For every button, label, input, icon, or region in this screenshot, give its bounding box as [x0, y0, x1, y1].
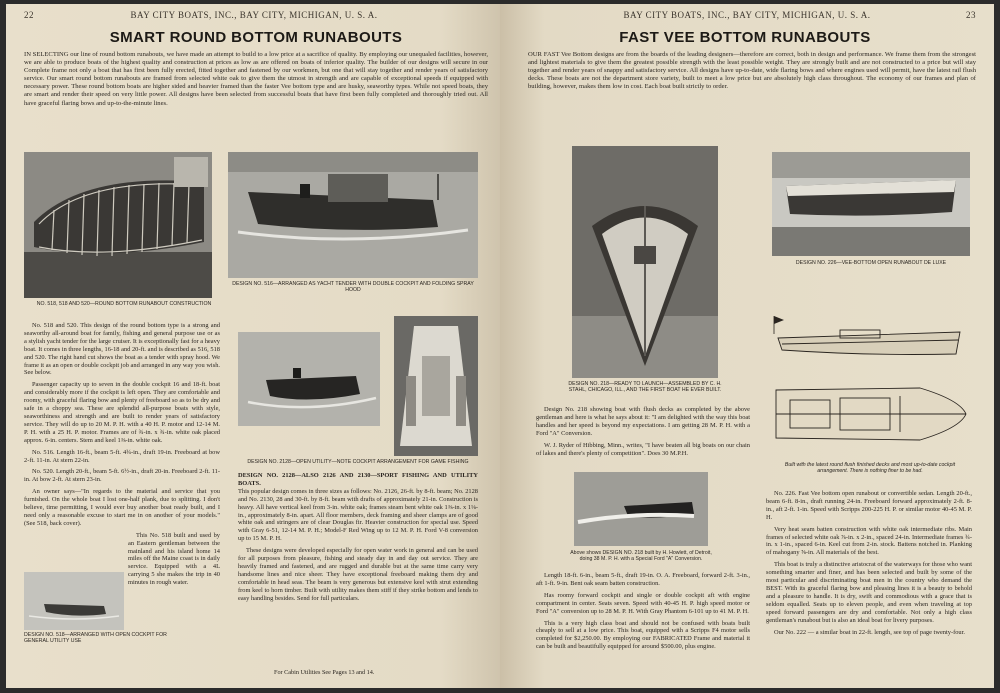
- page-number: 23: [966, 10, 976, 20]
- right-running-head: [514, 10, 976, 24]
- left-page: [6, 4, 500, 688]
- page-title: SMART ROUND BOTTOM RUNABOUTS: [109, 29, 403, 46]
- frame-caption: NO. 518, 518 AND 520—ROUND BOTTOM RUNABOUT CONSTRUCTION: [36, 301, 212, 307]
- design-218-speed-photo: [574, 472, 708, 546]
- ready-to-launch-drawing: [572, 146, 718, 378]
- paragraph-218-cockpit: Has roomy forward cockpit and single or double cockpit aft with engine compartment in center. Seats seven. Speed with 40-45 H. P. high speed motor or Ford "A" conversion up to 28 M. P. H. With Gray Phantom 6-101 up to 41 M. P. H.: [536, 591, 750, 615]
- design-226-profile-and-plan: [770, 310, 970, 460]
- design-2128-heading: DESIGN NO. 2128—ALSO 2126 AND 2130—SPORT FISHING AND UTILITY BOATS.: [238, 472, 478, 487]
- open-utility-deck-drawing: [394, 316, 478, 456]
- paragraph-218-specs: Length 18-ft. 6-in., beam 5-ft., draft 19-in. O. A. Freeboard, forward 2-ft. 3-in., aft 1-ft. 9-in. Bent oak seam batten construction.: [536, 572, 750, 587]
- yacht-tender-photo: [228, 152, 478, 278]
- paragraph-222-note: Our No. 222 — a similar boat in 22-ft. length, see top of page twenty-four.: [774, 628, 965, 636]
- page-number: 22: [24, 10, 34, 20]
- frame-construction-photo: [24, 152, 212, 298]
- right-column-2: [766, 490, 972, 640]
- de-luxe-drawing: [772, 152, 970, 256]
- intro-paragraph: IN SELECTING our line of round bottom runabouts, we have made an attempt to build to a low price at a sacrifice of quality. By employing our unequaled facilities, however, we are able to produce boats of the highest quality and construction at prices as low as are offered on boats of inferior quality. The builder of our designs will secure in our Complete frame not only a boat that has first been fully erected, fitted together and fastened by our workmen, but one that will stay together and render years of satisfactory service. Our smart round bottom runabouts are framed from selected white oak to give them the utmost in strength and are capable of exceptional speeds if equipped with necessary power. These round bottom boats are higher sided and heavier framed than the faster Vee bottom type and are husky, seaworthy types. While not speed boats, they are smart and render their speed on very little power. All designs have been selected from successful boats that have first been fully completed and thoroughly tried out. All have graceful flaring bows and up-to-the-minute lines.: [24, 51, 488, 107]
- paragraph-owner-says: An owner says—"In regards to the material and service that you furnished. On the whole boat I lost one-half plank, due to splitting. I don't believe, time permitting, I would ever buy another boat ready built, and I need only a reasonable excuse to start me in on another of your models." (See 518, back cover).: [24, 488, 220, 527]
- left-column-1: [24, 322, 220, 591]
- running-head-text: BAY CITY BOATS, INC., BAY CITY, MICHIGAN, U. S. A.: [130, 10, 378, 20]
- left-column-2: [238, 472, 478, 607]
- paragraph-520-specs: No. 520. Length 20-ft., beam 5-ft. 6½-in., draft 20-in. Freeboard 2-ft. 11-in. At bow 2-ft. At stern 23-in.: [24, 468, 220, 484]
- left-running-head: [24, 10, 488, 24]
- paragraph-218-price: This is a very high class boat and should not be confused with boats built cheaply to sell at a low price. This boat, equipped with a Scripps F4 motor sells completed for $2,250.00. By employing our FABRICATED Frame and material it can be built and beautifully equipped for around $500.00, plus engine.: [536, 619, 750, 651]
- design-218-speed-caption: Above shows DESIGN NO. 218 built by H. Howlett, of Detroit, doing 38 M. P. H. with a Special Ford "A" Conversion.: [570, 550, 712, 563]
- paragraph-ryder-quote: W. J. Ryder of Hibbing, Minn., writes, "I have beaten all big boats on our chain of lakes and there's plenty of competition". Does 30 M.P.H.: [536, 441, 750, 457]
- paragraph-226-specs: No. 226. Fast Vee bottom open runabout or convertible sedan. Length 20-ft., beam 6-ft. 8-in., draft running 24-in. Freeboard forward approximately 2-ft. 8-in., aft 2-ft. 1-in. Speed with Scripps 200-225 H. P. or similar motor 40-45 M. P. H.: [766, 490, 972, 521]
- paragraph-passenger-capacity: Passenger capacity up to seven in the double cockpit 16 and 18-ft. boat and considerably more if the cockpit is left open. They are comfortable and roomy, with graceful flaring bow and plenty of freeboard so as to be dry and safe in a choppy sea. These are splendid all-purpose boats with style, seaworthiness and strength and are built to render years of satisfactory service. They will do up to 20 M. P. H. with a 40 H. P. motor and 12-14 M. P. H. with a 25 H. P. motor. Frames are of ¾-in. x ¾-in. white oak placed approx. 6-in. centers. Stem and keel 1⅜-in. white oak.: [24, 381, 220, 444]
- frame-construction-drawing: [24, 152, 212, 298]
- paragraph-2128-description: These designs were developed especially for open water work in general and can be used for all purposes from pleasure, fishing and steady day in and day out service. They are heavily framed and fastened, and are rugged and durable but at the same time carry very handsome lines and nice sheer. They have exceptional freeboard making them dry and comfortable in head seas. The beam is very generous but extensive keel with strut extending from keel to horn timber. Built with utility makes them stiff if they strike bottom and lends to easy handling besides. Send for full particulars.: [238, 547, 478, 602]
- paragraph-516-specs: No. 516. Length 16-ft., beam 5-ft. 4¾-in., draft 19-in. Freeboard at bow 2-ft. 11-in. At stern 22-in.: [24, 448, 220, 464]
- ready-to-launch-photo: [572, 146, 718, 378]
- page-title: FAST VEE BOTTOM RUNABOUTS: [619, 29, 871, 46]
- right-page: [500, 4, 994, 688]
- catalog-spread: [6, 4, 994, 688]
- right-column-1: [536, 406, 750, 461]
- general-utility-caption: DESIGN NO. 518—ARRANGED WITH OPEN COCKPIT FOR GENERAL UTILITY USE: [24, 632, 167, 645]
- de-luxe-photo: [772, 152, 970, 256]
- right-column-1b: [536, 572, 750, 655]
- running-head-text: BAY CITY BOATS, INC., BAY CITY, MICHIGAN, U. S. A.: [623, 10, 871, 20]
- paragraph-eastern-gentleman: This No. 518 built and used by an Eastern gentleman between the mainland and his island home 14 miles off the Maine coast is in daily service. Equipped with a 4L carrying 5 she makes the trip in 40 minutes in rough water.: [128, 531, 220, 587]
- paragraph-2128-specs: This popular design comes in three sizes as follows: No. 2126, 26-ft. by 8-ft. beam; No. 2128 and No. 2130, 28 and 30-ft. by 8-ft. beam with drafts of approximately 21-in. Construction is heavy. All have vertical keel from 3-in. white oak; frames steam bent white oak 1⅜-in. x 1⅛-in., approximately 8-in. apart. All floor members, deck framing and sheer clamps are of good white oak and stringers are of clear Douglas fir. Heavier construction for special use. Speed with Gray 6-51, 12-14 M. P. H.; Model-F Red Wing up to 12 M. P. H. Ford V-8 conversion up to 15 M. P. H.: [238, 487, 478, 543]
- open-utility-photo: [238, 332, 380, 426]
- cabin-utilities-note: For Cabin Utilities See Pages 13 and 14.: [274, 669, 375, 676]
- paragraph-218-owner: Design No. 218 showing boat with flush decks as completed by the above gentleman and here is what he says about it: "I am delighted with the way this boat handles and her speed is beyond my expectations. I am getting 28 M. P. H. with a Ford "A" Conversion.: [536, 406, 750, 437]
- paragraph-518-520: No. 518 and 520. This design of the round bottom type is a strong and seaworthy all-around boat for family, fishing and general purpose use or as a stylish yacht tender for the large cruiser. It is exceptionally fast for a heavy boat. It comes in three lengths, 16-18 and 20-ft. and is described as 516, 518 and 520. The right hand cut shows the boat as a tender with spray hood. We frame it as an open or double cockpit job and arranged in any way you wish. See below.: [24, 322, 220, 377]
- yacht-tender-caption: DESIGN NO. 516—ARRANGED AS YACHT TENDER WITH DOUBLE COCKPIT AND FOLDING SPRAY HOOD: [232, 281, 474, 294]
- open-utility-drawing: [238, 332, 380, 426]
- design-218-speed-drawing: [574, 472, 708, 546]
- general-utility-drawing: [24, 572, 124, 630]
- open-utility-caption: DESIGN NO. 2128—OPEN UTILITY—NOTE COCKPIT ARRANGEMENT FOR GAME FISHING: [247, 459, 469, 465]
- plan-caption: Built with the latest round flush finished decks and most up-to-date cockpit arrangement. There is nothing finer to be had.: [784, 462, 956, 475]
- paragraph-226-description: This boat is truly a distinctive aristocrat of the waterways for those who want something smarter and finer, and has been selected and built by some of the most particular and discriminating boat men in the country who demand the BEST. With its graceful flaring bow and pleasing lines it is a beauty to behold and a pleasure to handle. It is dry, swift and commodious with a grace that is seldom equalled. Seats up to eleven people, and even when traveling at top speed forward passengers are dry and comfortable. Not only a high class gentleman's runabout but is also an ideal boat for livery purposes.: [766, 561, 972, 624]
- open-utility-deck-photo: [394, 316, 478, 456]
- de-luxe-caption: DESIGN NO. 226—VEE-BOTTOM OPEN RUNABOUT DE LUXE: [795, 260, 947, 266]
- general-utility-photo: [24, 572, 124, 630]
- ready-to-launch-caption: DESIGN NO. 218—READY TO LAUNCH—ASSEMBLED BY C. H. STAHL, CHICAGO, ILL., AND THE FIRST BOAT HE EVER BUILT.: [568, 381, 722, 394]
- paragraph-226-construction: Very heat seam batten construction with white oak intermediate ribs. Main frames of selected white oak ⅞-in. x 2-in., spaced 24-in. Intermediate frames ¾-in. x 1-in., spaced 6-in. Keel cut from 2-in. stock. Battens notched in. Planking of mahogany ⅝-in. All materials of the best.: [766, 525, 972, 557]
- intro-paragraph: OUR FAST Vee Bottom designs are from the boards of the leading designers—therefore are correct, both in design and performance. We frame them from the strongest and lightest materials to give them the greatest possible strength with the least possible weight. They are strongly built and are not constructed to a price but will stay together and render years of snappy and satisfactory service. All designs have up-to-date, wide flaring bows and where engines used will permit, have the latest rail flush decks. These boats are not the department store variety, built to meet a low price but are absolutely high class throughout. The economy of our frames and plan of building, however, makes them low in cost. Each boat built strictly to order.: [528, 51, 976, 91]
- yacht-tender-drawing: [228, 152, 478, 278]
